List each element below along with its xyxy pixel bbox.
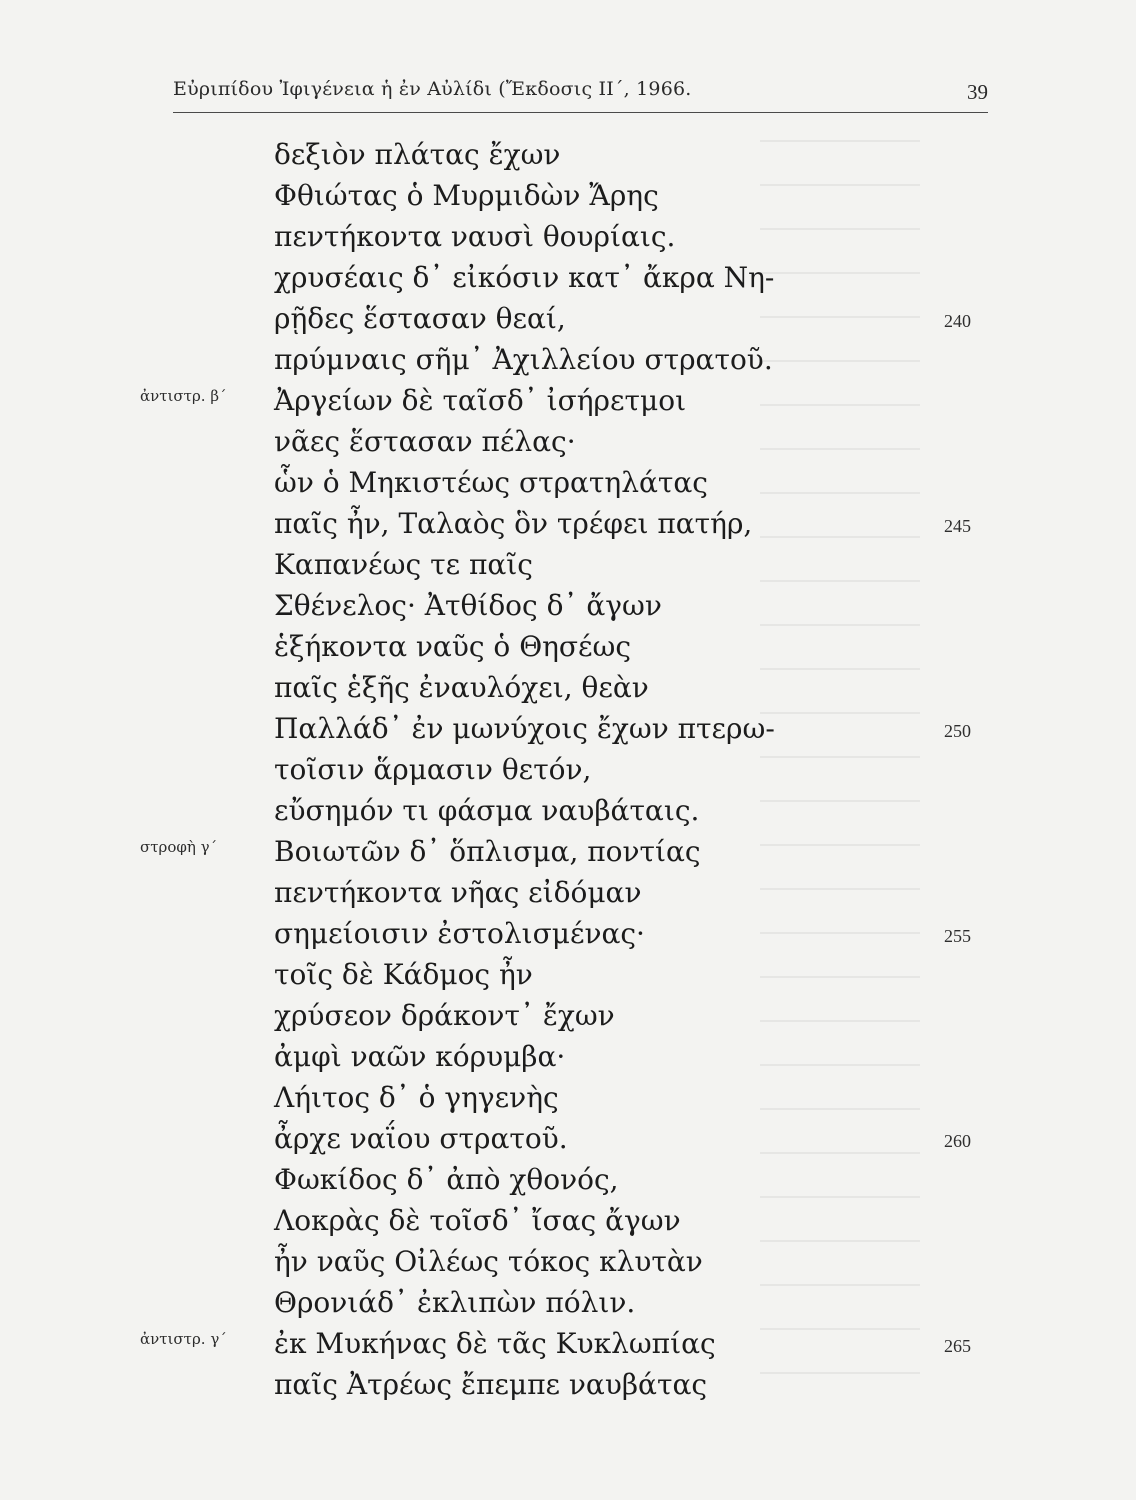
verse-text: Θρονιάδ᾽ ἐκλιπὼν πόλιν. bbox=[274, 1286, 636, 1319]
verse-text: Λήιτος δ᾽ ὁ γηγενὴς bbox=[274, 1081, 559, 1114]
verse-line bbox=[0, 789, 1136, 833]
verse-text: Βοιωτῶν δ᾽ ὅπλισμα, ποντίας bbox=[274, 835, 701, 868]
verse-text: παῖς Ἀτρέως ἔπεμπε ναυβάτας bbox=[274, 1368, 708, 1401]
verse-text: ἐκ Μυκήνας δὲ τᾶς Κυκλωπίας bbox=[274, 1327, 716, 1360]
verse-text: ἀμφὶ ναῶν κόρυμβα· bbox=[274, 1040, 566, 1073]
verse-text: χρυσέαις δ᾽ εἰκόσιν κατ᾽ ἄκρα Νη- bbox=[274, 261, 775, 294]
verse-line bbox=[0, 830, 1136, 874]
line-number: 245 bbox=[944, 516, 971, 536]
line-number: 250 bbox=[944, 721, 971, 741]
verse-line bbox=[0, 461, 1136, 505]
verse-line bbox=[0, 1281, 1136, 1325]
verse-line bbox=[0, 1240, 1136, 1284]
verse-line bbox=[0, 215, 1136, 259]
verse-text: ὧν ὁ Μηκιστέως στρατηλάτας bbox=[274, 466, 708, 499]
line-number: 265 bbox=[944, 1336, 971, 1356]
verse-line bbox=[0, 420, 1136, 464]
verse-line bbox=[0, 379, 1136, 423]
verse-line bbox=[0, 502, 1136, 546]
verse-line bbox=[0, 1363, 1136, 1407]
page-number: 39 bbox=[967, 80, 988, 104]
verse-line bbox=[0, 1076, 1136, 1120]
verse-line bbox=[0, 1158, 1136, 1202]
verse-text: Σθένελος· Ἀτθίδος δ᾽ ἄγων bbox=[274, 589, 662, 622]
verse-text: ρῇδες ἕστασαν θεαί, bbox=[274, 302, 566, 335]
verse-line bbox=[0, 912, 1136, 956]
strophe-label: ἀντιστρ. β΄ bbox=[140, 387, 227, 405]
verse-line bbox=[0, 297, 1136, 341]
verse-text: εὔσημόν τι φάσμα ναυβάταις. bbox=[274, 794, 700, 827]
strophe-label: ἀντιστρ. γ΄ bbox=[140, 1330, 227, 1348]
verse-line bbox=[0, 543, 1136, 587]
verse-text: Φθιώτας ὁ Μυρμιδὼν Ἄρης bbox=[274, 179, 659, 212]
verse-text: πεντήκοντα νῆας εἰδόμαν bbox=[274, 876, 642, 909]
verse-line bbox=[0, 1322, 1136, 1366]
page-header bbox=[173, 72, 988, 112]
verse-line bbox=[0, 871, 1136, 915]
running-title: Εὐριπίδου Ἰφιγένεια ἡ ἐν Αὐλίδι (Ἔκδοσις ΙΙ΄, 1966. bbox=[173, 78, 692, 100]
verse-text: σημείοισιν ἐστολισμένας· bbox=[274, 917, 645, 950]
verse-text: Ἀργείων δὲ ταῖσδ᾽ ἰσήρετμοι bbox=[274, 384, 687, 417]
verse-line bbox=[0, 748, 1136, 792]
verse-text: δεξιὸν πλάτας ἔχων bbox=[274, 138, 561, 171]
verse-line bbox=[0, 174, 1136, 218]
verse-text: τοῖς δὲ Κάδμος ἦν bbox=[274, 958, 533, 991]
line-number: 255 bbox=[944, 926, 971, 946]
verse-text: Λοκρὰς δὲ τοῖσδ᾽ ἴσας ἄγων bbox=[274, 1204, 681, 1237]
verse-text: ἑξήκοντα ναῦς ὁ Θησέως bbox=[274, 630, 632, 663]
strophe-label: στροφὴ γ΄ bbox=[140, 838, 218, 856]
verse-text: πρύμναις σῆμ᾽ Ἀχιλλείου στρατοῦ. bbox=[274, 343, 773, 376]
verse-line bbox=[0, 666, 1136, 710]
verse-line bbox=[0, 584, 1136, 628]
verse-text: χρύσεον δράκοντ᾽ ἔχων bbox=[274, 999, 615, 1032]
verse-text: πεντήκοντα ναυσὶ θουρίαις. bbox=[274, 220, 676, 253]
verse-line bbox=[0, 707, 1136, 751]
verse-line bbox=[0, 1199, 1136, 1243]
verse-line bbox=[0, 994, 1136, 1038]
verse-text: Φωκίδος δ᾽ ἀπὸ χθονός, bbox=[274, 1163, 619, 1196]
verse-text: νᾶες ἕστασαν πέλας· bbox=[274, 425, 576, 458]
verse-line bbox=[0, 338, 1136, 382]
verse-line bbox=[0, 133, 1136, 177]
header-rule bbox=[173, 112, 988, 113]
verse-text: ἆρχε ναΐου στρατοῦ. bbox=[274, 1122, 568, 1155]
verse-text: παῖς ἦν, Ταλαὸς ὃν τρέφει πατήρ, bbox=[274, 507, 753, 540]
verse-line bbox=[0, 625, 1136, 669]
verse-line bbox=[0, 1035, 1136, 1079]
verse-text: τοῖσιν ἅρμασιν θετόν, bbox=[274, 753, 592, 786]
verse-text: ἦν ναῦς Οἰλέως τόκος κλυτὰν bbox=[274, 1245, 703, 1278]
verse-text: Καπανέως τε παῖς bbox=[274, 548, 533, 581]
verse-line bbox=[0, 256, 1136, 300]
verse-line bbox=[0, 1117, 1136, 1161]
verse-text: Παλλάδ᾽ ἐν μωνύχοις ἔχων πτερω- bbox=[274, 712, 775, 745]
line-number: 240 bbox=[944, 311, 971, 331]
verse-text: παῖς ἑξῆς ἐναυλόχει, θεὰν bbox=[274, 671, 649, 704]
line-number: 260 bbox=[944, 1131, 971, 1151]
verse-line bbox=[0, 953, 1136, 997]
